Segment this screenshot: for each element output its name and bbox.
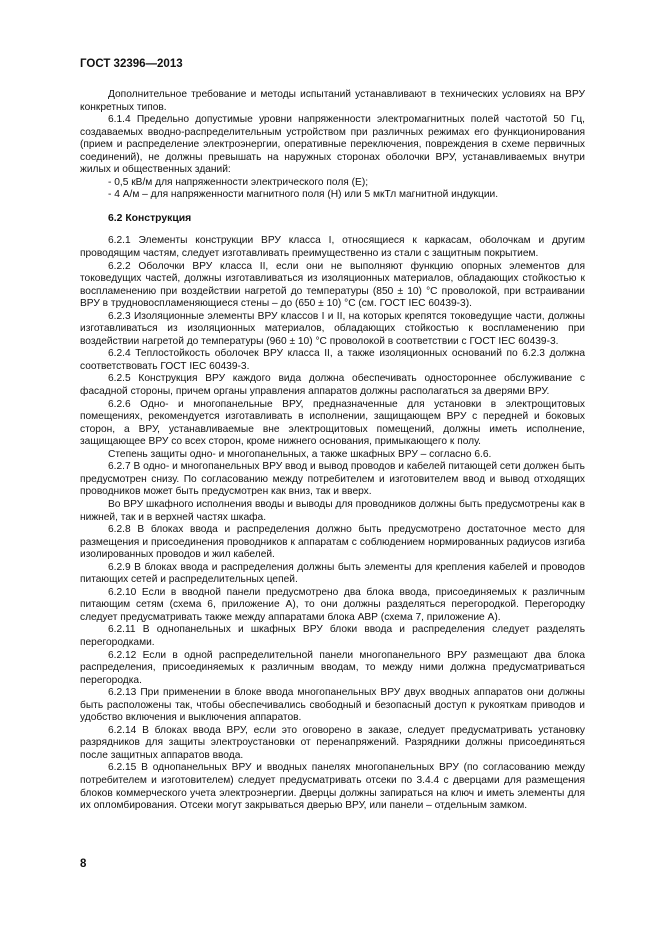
paragraph: 6.2.14 В блоках ввода ВРУ, если это оговорено в заказе, следует предусматривать установку разрядников для защиты электроустановки от перенапряжений. Разрядники должны присоединяться после защитных аппаратов ввода. <box>80 724 585 761</box>
paragraph: 6.2.15 В однопанельных ВРУ и вводных панелях многопанельных ВРУ (по согласованию между потребителем и изготовителем) следует предусматривать отсеки по 3.4.4 с дверцами для размещения блоков коммерческого учета электроэнергии. Дверцы должны запираться на ключ и иметь элементы для их опломбирования. Отсеки могут закрываться дверью ВРУ, или панели – отдельным замком. <box>80 762 585 812</box>
paragraph: 6.2.10 Если в вводной панели предусмотрено два блока ввода, присоединяемых к различным питающим сетям (схема 6, приложение А), то они должны разделяться перегородкой. Перегородку следует предусматривать также между аппаратами блока АВР (схема 7, приложение А). <box>80 586 585 623</box>
paragraph: 6.2.2 Оболочки ВРУ класса II, если они не выполняют функцию опорных элементов для токоведущих частей, должны изготавливаться из изоляционных материалов, обладающих стойкостью к воспламенению при воздействии нагретой до температуры (850 ± 10) °С проволокой, при встраивании ВРУ в трудновоспламеняющиеся стены – до (650 ± 10) °С (см. ГОСТ IEC 60439-3). <box>80 260 585 310</box>
list-item: - 0,5 кВ/м для напряженности электрического поля (Е); <box>108 176 369 188</box>
paragraph: 6.2.11 В однопанельных и шкафных ВРУ блоки ввода и распределения следует разделять перегородками. <box>80 624 585 648</box>
paragraph: 6.2.4 Теплостойкость оболочек ВРУ класса II, а также изоляционных оснований по 6.2.3 должна соответствовать ГОСТ IEC 60439-3. <box>80 348 585 372</box>
section-heading: 6.2 Конструкция <box>108 212 192 224</box>
paragraph: 6.2.9 В блоках ввода и распределения должны быть элементы для крепления кабелей и проводов питающих сетей и распределительных цепей. <box>80 561 585 586</box>
page-number: 8 <box>80 858 87 870</box>
list-item: - 4 А/м – для напряженности магнитного поля (Н) или 5 мкТл магнитной индукции. <box>108 189 499 201</box>
paragraph: 6.2.1 Элементы конструкции ВРУ класса I, относящиеся к каркасам, оболочкам и другим проводящим частям, следует изготавливать преимущественно из стали с защитным покрытием. <box>80 235 585 260</box>
paragraph: 6.2.13 При применении в блоке ввода многопанельных ВРУ двух вводных аппаратов они должны быть расположены так, чтобы обеспечивались свободный и безопасный доступ к рукояткам приводов и удобство включения и выключения аппаратов. <box>80 687 585 724</box>
paragraph: Во ВРУ шкафного исполнения вводы и выводы для проводников должны быть предусмотрены как в нижней, так и в верхней частях шкафа. <box>80 498 585 523</box>
document-body <box>80 89 585 813</box>
paragraph: 6.2.12 Если в одной распределительной панели многопанельного ВРУ размещают два блока распределения, присоединяемых к различным вводам, то между ними должна предусматриваться перегородка. <box>80 649 585 686</box>
paragraph: 6.2.6 Одно- и многопанельные ВРУ, предназначенные для установки в электрощитовых помещениях, рекомендуется изготавливать в исполнении, защищающем ВРУ с передней и боковых сторон, а ВРУ, устанавливаемые вне электрощитовых помещений, должны иметь исполнение, защищающее ВРУ со всех сторон, кроме нижнего основания, примыкающего к полу. <box>80 398 585 448</box>
paragraph: Дополнительное требование и методы испытаний устанавливают в технических условиях на ВРУ конкретных типов. <box>80 89 585 113</box>
paragraph: 6.2.3 Изоляционные элементы ВРУ классов I и II, на которых крепятся токоведущие части, должны изготавливаться из изоляционных материалов, обладающих стойкостью к воспламенению при воздействии нагретой до температуры (960 ± 10) °С проволокой в соответствии с ГОСТ IEC 60439-3. <box>80 310 585 347</box>
paragraph: Степень защиты одно- и многопанельных, а также шкафных ВРУ – согласно 6.6. <box>108 448 492 460</box>
paragraph: 6.1.4 Предельно допустимые уровни напряженности электромагнитных полей частотой 50 Гц, создаваемых вводно-распределительным устройством при различных режимах его функционирования (прием и распределение электроэнергии, оперативные переключения, повреждения в схеме первичных соединений), не должны превышать на наружных сторонах оболочки ВРУ, устанавливаемых внутри жилых и общественных зданий: <box>80 114 585 176</box>
paragraph: 6.2.5 Конструкция ВРУ каждого вида должна обеспечивать одностороннее обслуживание с фасадной стороны, причем органы управления аппаратов должны располагаться за дверями ВРУ. <box>80 373 585 398</box>
document-header: ГОСТ 32396—2013 <box>80 58 183 70</box>
paragraph: 6.2.8 В блоках ввода и распределения должно быть предусмотрено достаточное место для размещения и присоединения проводников к аппаратам с соблюдением нормированных радиусов изгиба изолированных проводов и жил кабелей. <box>80 524 585 561</box>
paragraph: 6.2.7 В одно- и многопанельных ВРУ ввод и вывод проводов и кабелей питающей сети должен быть предусмотрен снизу. По согласованию между потребителем и изготовителем ввод и вывод отходящих проводников может быть предусмотрен как вниз, так и вверх. <box>80 461 585 498</box>
